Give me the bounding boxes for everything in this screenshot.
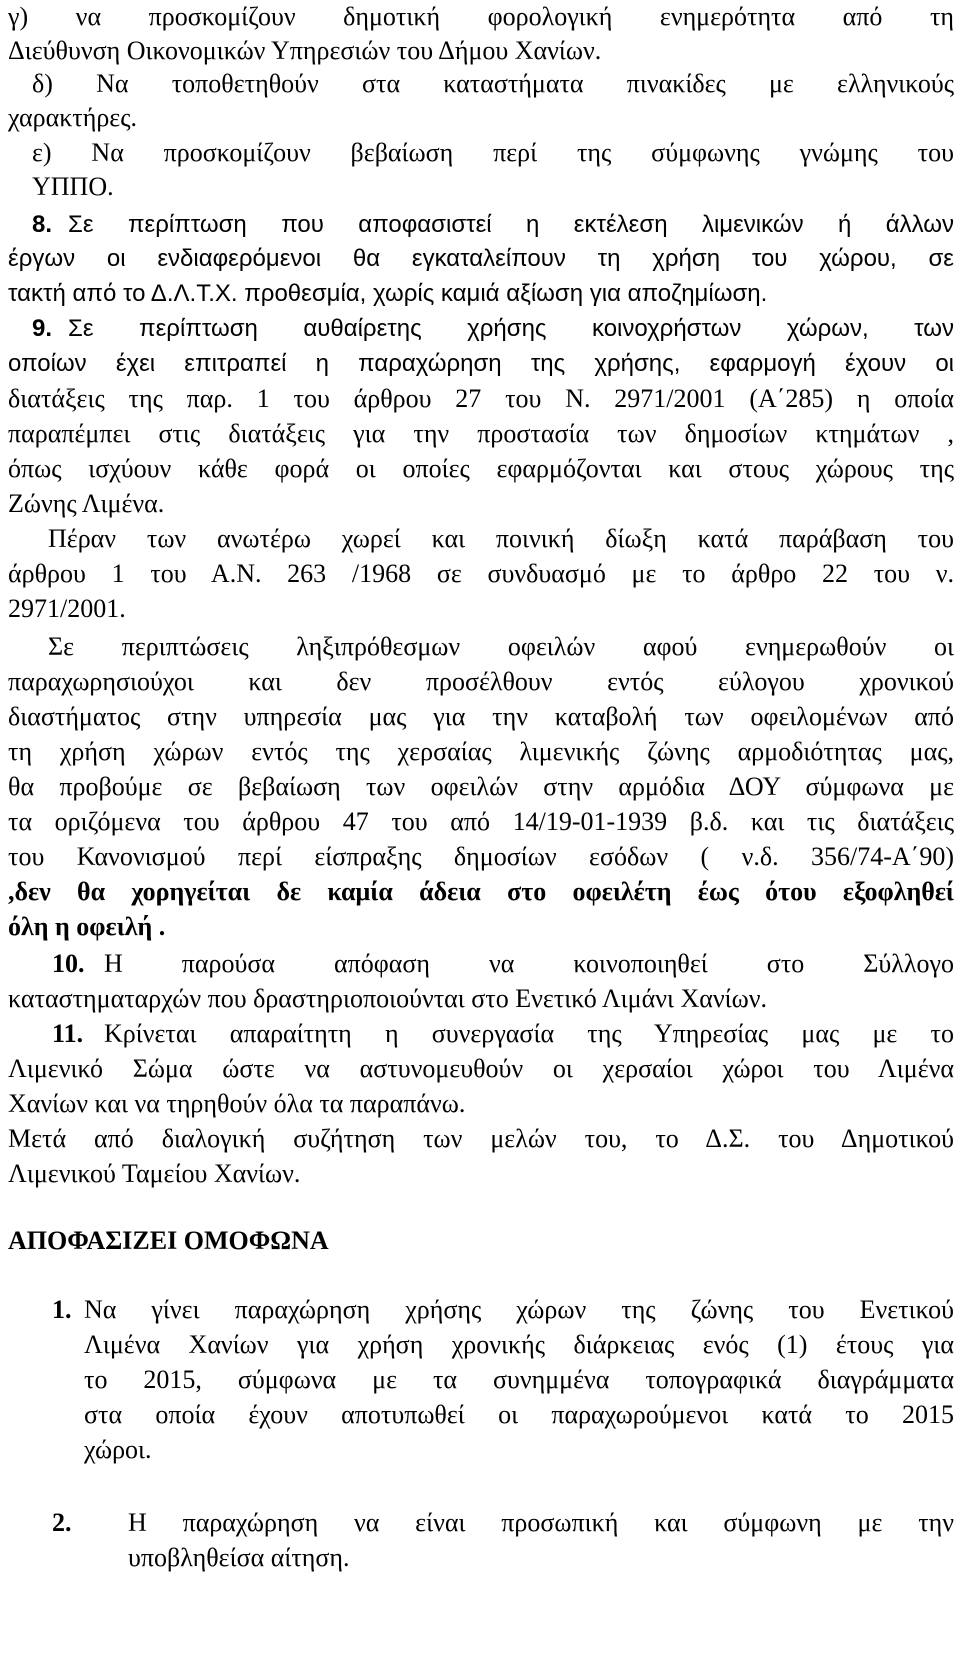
text-line: όπως ισχύουν κάθε φορά οι οποίες εφαρμόζονται και στους χώρους της [8,454,954,483]
item-number: 1. [52,1295,72,1324]
text-line: Λιμένα Χανίων για χρήση χρονικής διάρκειας ενός (1) έτους για [84,1330,954,1359]
text-line: χώροι. [84,1435,152,1464]
decision-heading: ΑΠΟΦΑΣΙΖΕΙ ΟΜΟΦΩΝΑ [8,1226,329,1255]
text-line: στα οποία έχουν αποτυπωθεί οι παραχωρούμενοι κατά το 2015 [84,1400,954,1429]
text-line: Ζώνης Λιμένα. [8,489,165,518]
text-line: Χανίων και να τηρηθούν όλα τα παραπάνω. [8,1089,466,1118]
item-number: 10. [52,949,85,978]
text-line: Λιμενικό Σώμα ώστε να αστυνομευθούν οι χερσαίοι χώροι του Λιμένα [8,1054,954,1083]
text-line: Μετά από διαλογική συζήτηση των μελών του, το Δ.Σ. του Δημοτικού [8,1124,954,1153]
text-line: του Κανονισμού περί είσπραξης δημοσίων εσόδων ( ν.δ. 356/74-Α΄90) [8,842,954,871]
text-line: Σε περιπτώσεις ληξιπρόθεσμων οφειλών αφού ενημερωθούν οι [48,632,954,661]
item-number: 9. [32,315,53,342]
text-line: Λιμενικού Ταμείου Χανίων. [8,1159,301,1188]
text-line: Η παρούσα απόφαση να κοινοποιηθεί στο Σύλλογο [104,949,954,978]
text-line: οποίων έχει επιτραπεί η παραχώρηση της χρήσης, εφαρμογή έχουν οι [8,350,954,377]
text-line: διατάξεις της παρ. 1 του άρθρου 27 του Ν. 2971/2001 (Α΄285) η οποία [8,384,954,413]
text-line: έργων οι ενδιαφερόμενοι θα εγκαταλείπουν τη χρήση του χώρου, σε [8,245,954,272]
text-line: υποβληθείσα αίτηση. [128,1543,350,1572]
text-line: Διεύθυνση Οικονομικών Υπηρεσιών του Δήμου Χανίων. [8,36,602,65]
text-line: παραχωρησιούχοι και δεν προσέλθουν εντός εύλογου χρονικού [8,667,954,696]
item-number: 8. [32,211,53,238]
text-line: Η παραχώρηση να είναι προσωπική και σύμφωνη με την [128,1508,954,1537]
text-line: Σε περίπτωση που αποφασιστεί η εκτέλεση λιμενικών ή άλλων [68,211,954,238]
text-line: το 2015, σύμφωνα με τα συνημμένα τοπογραφικά διαγράμματα [84,1365,954,1394]
text-line: όλη η οφειλή . [8,912,166,941]
text-line: άρθρου 1 του Α.Ν. 263 /1968 σε συνδυασμό με το άρθρο 22 του ν. [8,559,954,588]
text-line: Σε περίπτωση αυθαίρετης χρήσης κοινοχρήστων χώρων, των [68,315,954,342]
text-line: καταστηματαρχών που δραστηριοποιούνται στο Ενετικό Λιμάνι Χανίων. [8,984,768,1013]
text-line: Πέραν των ανωτέρω χωρεί και ποινική δίωξη κατά παράβαση του [48,524,954,553]
text-line: χαρακτήρες. [8,103,138,132]
text-line: παραπέμπει στις διατάξεις για την προστασία των δημοσίων κτημάτων , [8,419,954,448]
text-line: Να γίνει παραχώρηση χρήσης χώρων της ζώνης του Ενετικού [84,1295,954,1324]
text-line: ε) Να προσκομίζουν βεβαίωση περί της σύμφωνης γνώμης του [32,138,954,167]
text-line: ΥΠΠΟ. [32,172,114,201]
item-number: 2. [52,1508,72,1537]
text-line: γ) να προσκομίζουν δημοτική φορολογική ενημερότητα από τη [8,2,954,31]
text-line: δ) Να τοποθετηθούν στα καταστήματα πινακίδες με ελληνικούς [32,69,954,98]
text-line: διαστήματος στην υπηρεσία μας για την καταβολή των οφειλομένων από [8,702,954,731]
item-number: 11. [52,1019,84,1048]
text-line: θα προβούμε σε βεβαίωση των οφειλών στην αρμόδια ΔΟΥ σύμφωνα με [8,772,954,801]
text-line: τη χρήση χώρων εντός της χερσαίας λιμενικής ζώνης αρμοδιότητας μας, [8,737,954,766]
text-line: τα οριζόμενα του άρθρου 47 του από 14/19-01-1939 β.δ. και τις διατάξεις [8,807,954,836]
text-line: ,δεν θα χορηγείται δε καμία άδεια στο οφειλέτη έως ότου εξοφληθεί [8,877,954,906]
text-line: Κρίνεται απαραίτητη η συνεργασία της Υπηρεσίας μας με το [104,1019,954,1048]
text-line: τακτή από το Δ.Λ.Τ.Χ. προθεσμία, χωρίς καμιά αξίωση για αποζημίωση. [8,280,768,307]
text-line: 2971/2001. [8,594,126,623]
